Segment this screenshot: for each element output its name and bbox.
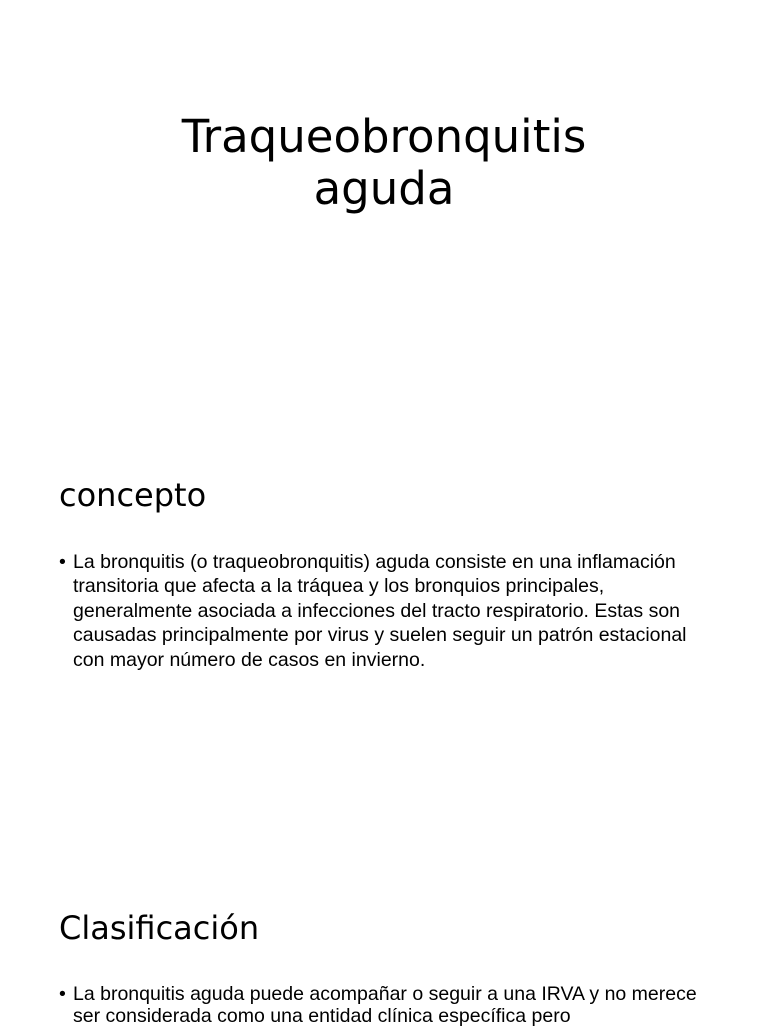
bullet-text: La bronquitis aguda puede acompañar o seguir a una IRVA y no merece ser considerada como una entidad clínica específica pero — [73, 983, 697, 1027]
slide-heading-concepto: concepto — [59, 476, 207, 514]
bullet-text: La bronquitis (o traqueobronquitis) aguda consiste en una inflamación transitoria que afecta a la tráquea y los bronquios principales, generalmente asociada a infecciones del tracto respiratorio. Estas son causadas principalmente por virus y suelen seguir un patrón estacional con mayor número de casos en invierno. — [73, 551, 687, 671]
bullet-glyph: • — [59, 551, 66, 573]
deck-title-line-2: aguda — [313, 162, 455, 215]
deck-title — [0, 111, 768, 215]
bullet-item — [59, 550, 719, 672]
title-slide — [0, 0, 768, 432]
slide-heading-clasificacion: Clasificación — [59, 909, 260, 947]
deck-title-line-1: Traqueobronquitis — [181, 110, 587, 163]
bullet-glyph: • — [59, 983, 66, 1005]
bullet-item — [59, 983, 719, 1027]
